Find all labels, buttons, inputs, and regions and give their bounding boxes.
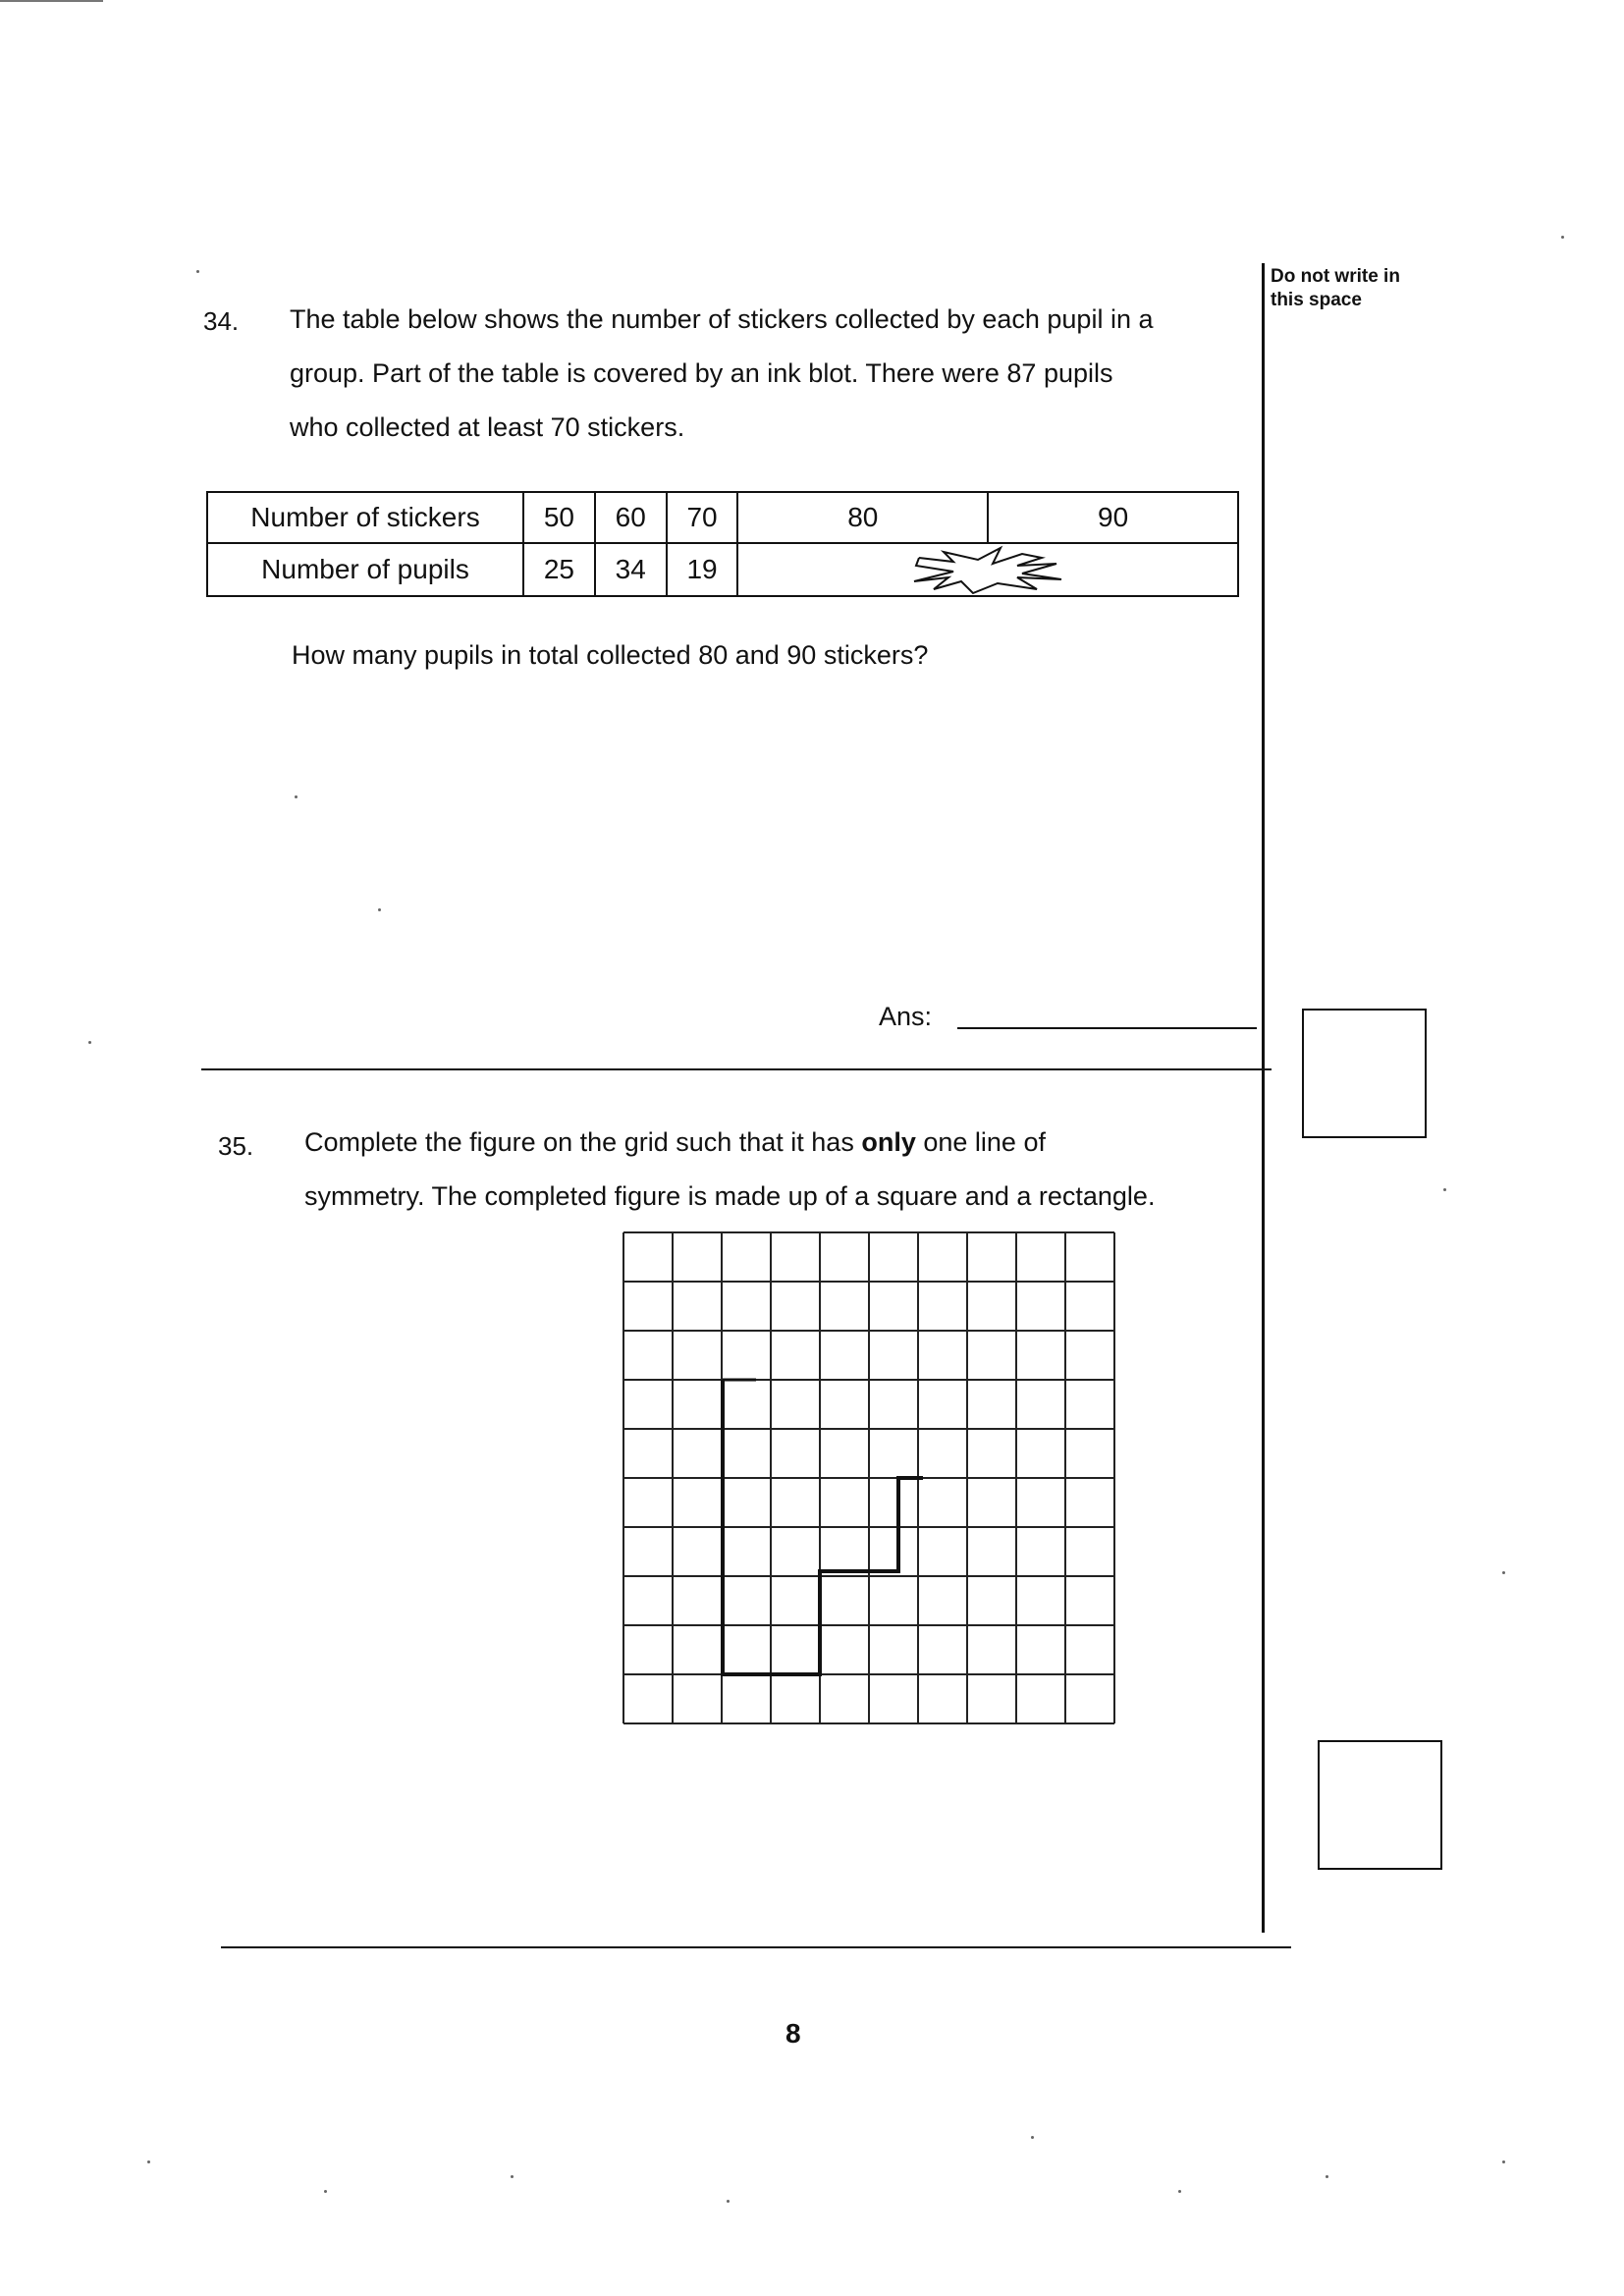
scan-speck	[196, 270, 199, 273]
question-35-line-1	[304, 1116, 1267, 1170]
question-34-line-1: The table below shows the number of stickers collected by each pupil in a	[290, 304, 1154, 334]
answer-line-34[interactable]	[957, 1027, 1257, 1029]
scan-speck	[1178, 2190, 1181, 2193]
table-cell: 19	[667, 543, 738, 596]
table-row-stickers	[207, 492, 1238, 543]
scan-speck	[295, 795, 298, 798]
scan-speck	[324, 2190, 327, 2193]
scan-speck	[511, 2175, 514, 2178]
page-bottom-line	[221, 1946, 1291, 1948]
question-34-line-3: who collected at least 70 stickers.	[290, 412, 685, 442]
table-cell: 60	[595, 492, 667, 543]
question-34-number: 34.	[203, 306, 240, 336]
scan-speck	[1031, 2136, 1034, 2139]
scan-speck	[1561, 236, 1564, 239]
question-34-line-2: group. Part of the table is covered by an ink blot. There were 87 pupils	[290, 358, 1113, 388]
row-label-pupils: Number of pupils	[207, 543, 523, 596]
marks-box-35	[1318, 1740, 1442, 1870]
question-34-text	[290, 293, 1252, 455]
question-35-number: 35.	[218, 1131, 254, 1161]
ink-blot-icon	[875, 544, 1101, 595]
question-35-line-2: symmetry. The completed figure is made up of a square and a rectangle.	[304, 1181, 1156, 1211]
marks-box-34	[1302, 1009, 1427, 1138]
scan-speck	[1502, 1571, 1505, 1574]
scan-speck	[88, 1041, 91, 1044]
table-cell: 25	[523, 543, 595, 596]
scan-speck	[147, 2160, 150, 2163]
table-cell: 34	[595, 543, 667, 596]
question-35-text	[304, 1116, 1267, 1224]
stickers-table	[206, 491, 1239, 597]
table-cell: 70	[667, 492, 738, 543]
q35-line1-end: one line of	[915, 1127, 1046, 1157]
do-not-write-text: Do not write in this space	[1271, 266, 1400, 310]
ink-blot-cell	[737, 543, 1238, 596]
grid-lines	[623, 1232, 1114, 1723]
q35-line1-start: Complete the figure on the grid such that it has	[304, 1127, 862, 1157]
answer-label: Ans:	[879, 1002, 933, 1031]
q35-emphasis: only	[861, 1127, 916, 1157]
do-not-write-note	[1271, 265, 1408, 312]
scan-speck	[1326, 2175, 1328, 2178]
scan-speck	[1502, 2160, 1505, 2163]
top-edge-line	[0, 0, 103, 2]
scan-speck	[378, 908, 381, 911]
page-number: 8	[785, 2018, 801, 2049]
scan-speck	[727, 2200, 730, 2203]
symmetry-grid	[609, 1228, 1119, 1728]
table-cell: 90	[988, 492, 1238, 543]
margin-divider	[1262, 263, 1265, 1933]
table-row-pupils	[207, 543, 1238, 596]
question-separator	[201, 1068, 1272, 1070]
table-cell: 80	[737, 492, 988, 543]
row-label-stickers: Number of stickers	[207, 492, 523, 543]
table-cell: 50	[523, 492, 595, 543]
question-34-prompt: How many pupils in total collected 80 and 90 stickers?	[292, 640, 929, 670]
scan-speck	[1443, 1188, 1446, 1191]
